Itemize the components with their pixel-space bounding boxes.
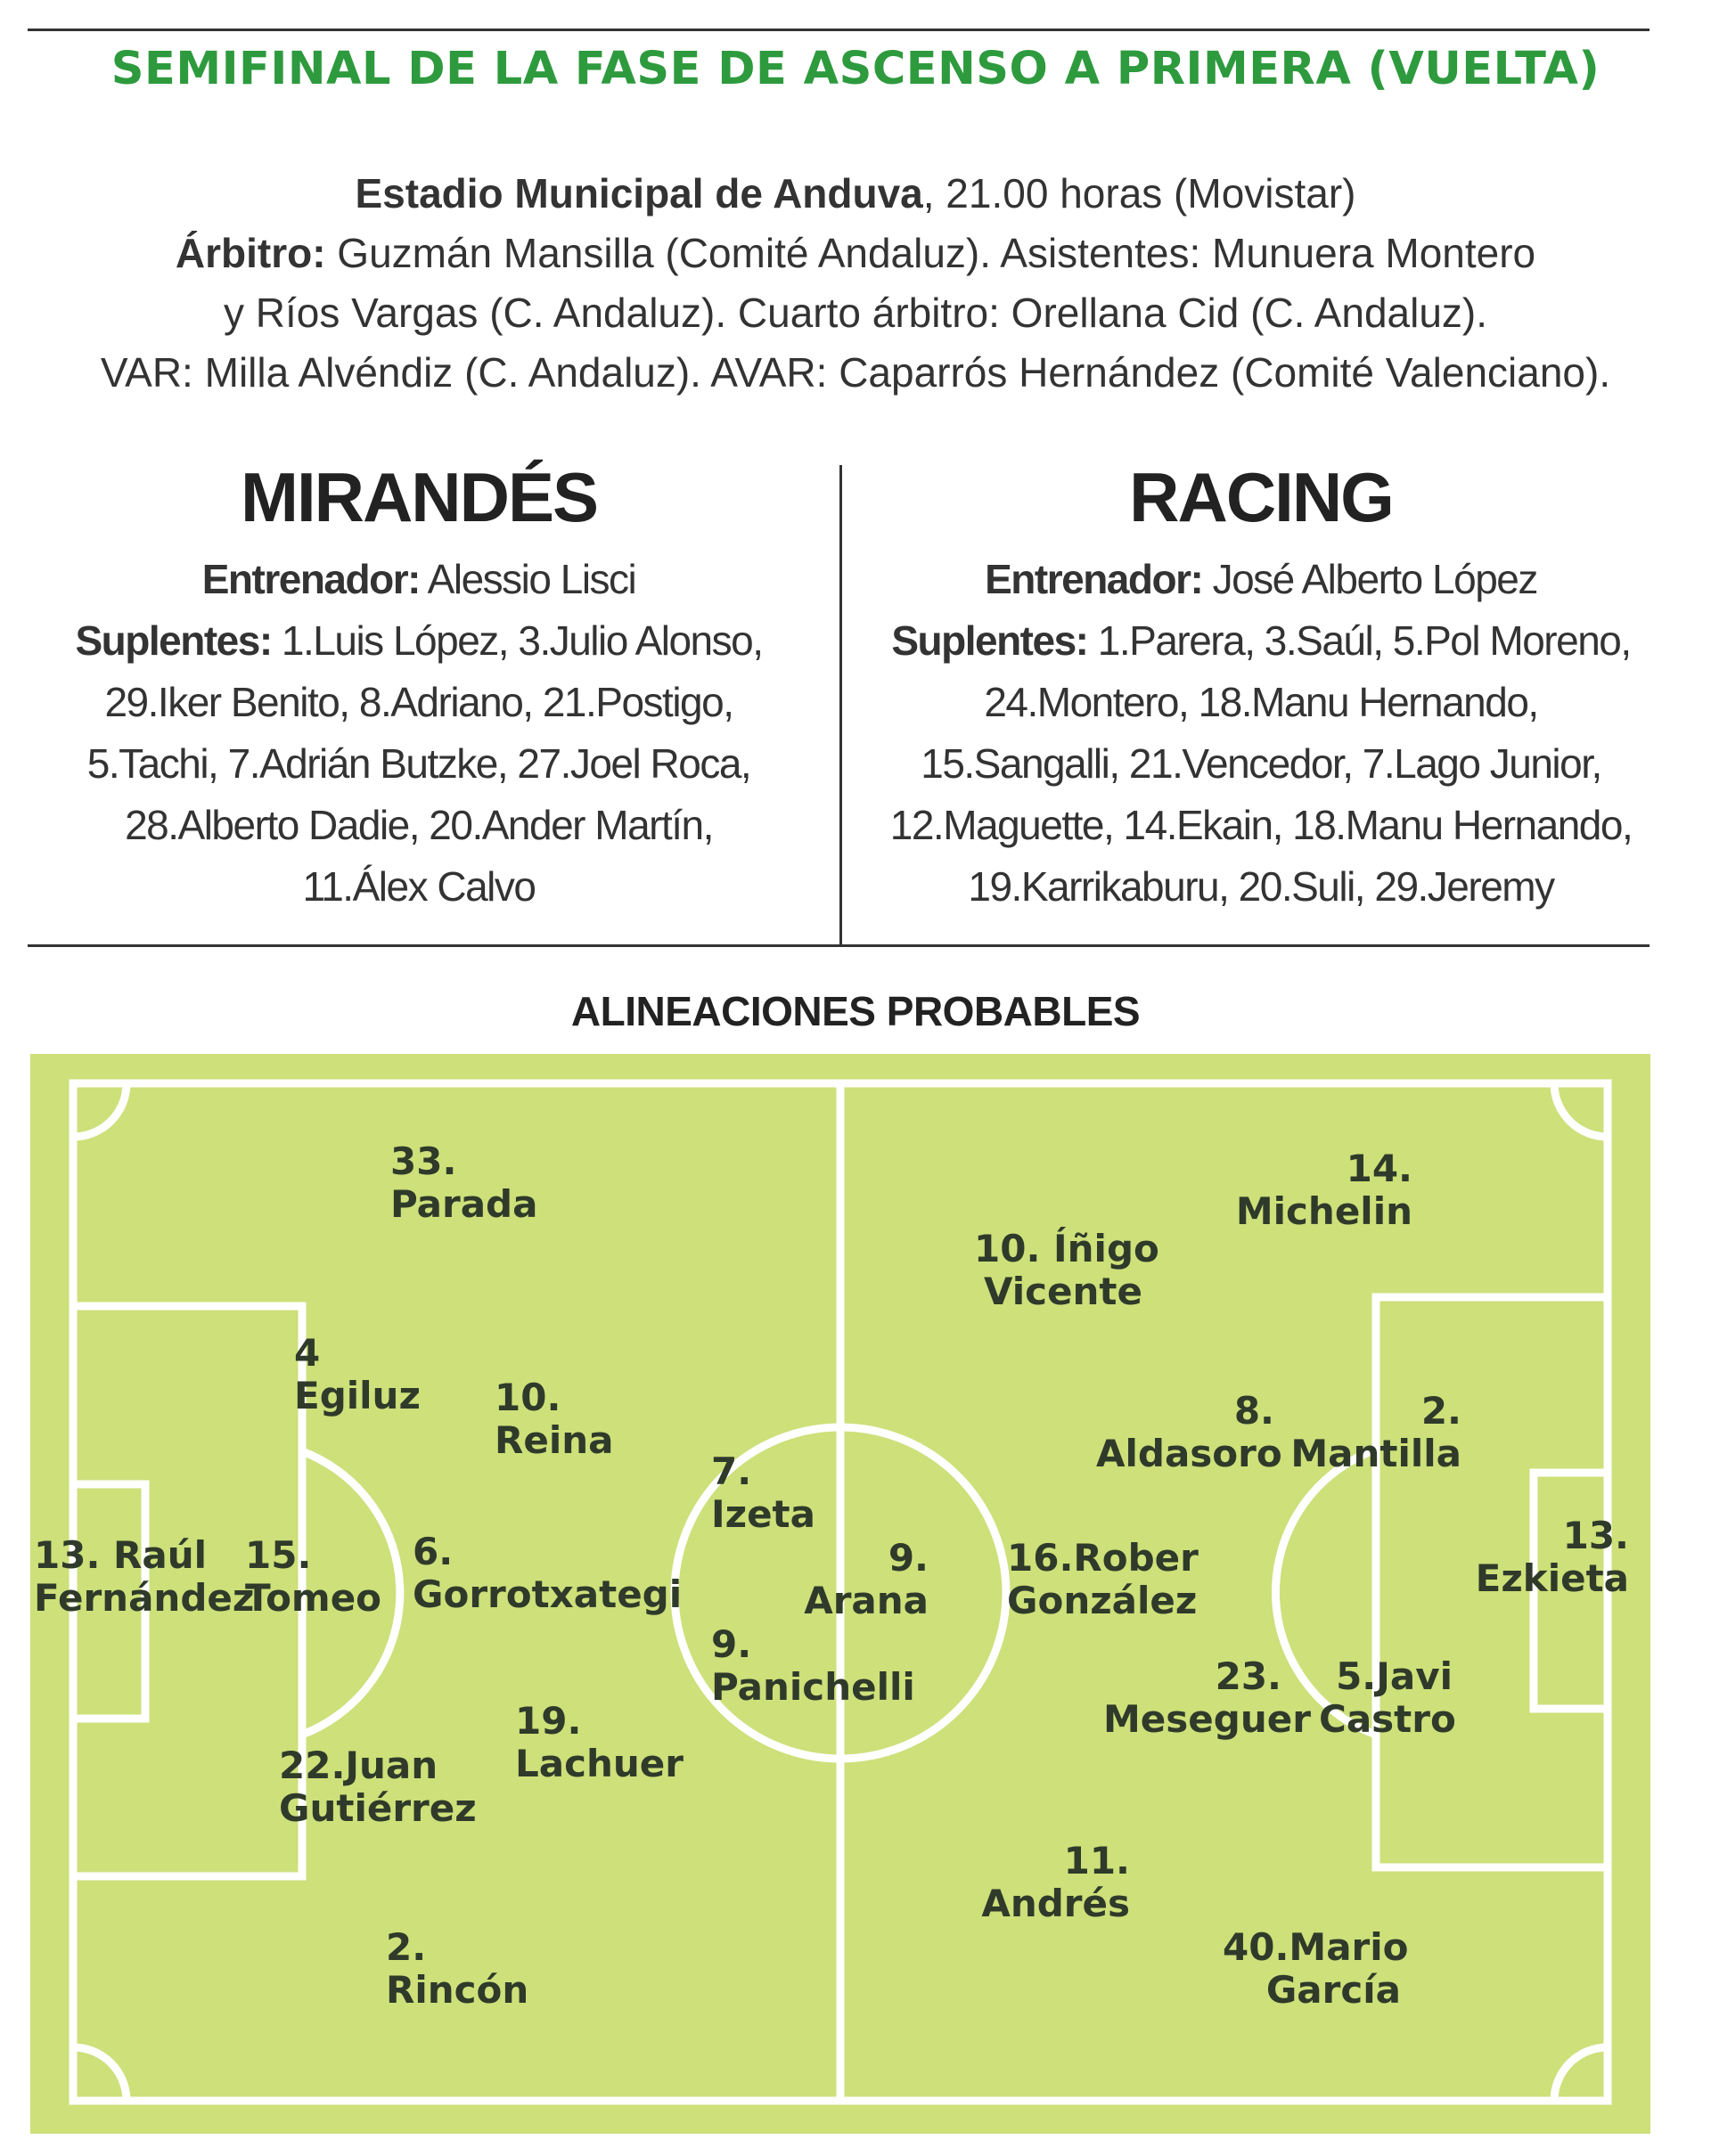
away-subs-label: Suplentes: [891,617,1088,664]
player-javi-castro [1319,1654,1456,1741]
player-tomeo [245,1534,381,1620]
match-info [0,164,1711,403]
player-inigo-vicente [974,1227,1159,1313]
home-coach-name: Alessio Lisci [419,556,636,602]
player-number: 6. [413,1530,454,1573]
player-name: Parada [390,1182,538,1226]
player-reina [495,1376,613,1462]
player-name: Rincón [386,1968,529,2012]
lineups-title: ALINEACIONES PROBABLES [570,988,1141,1034]
player-panichelli [711,1623,915,1709]
assistants-line: y Ríos Vargas (C. Andaluz). Cuarto árbitro: Orellana Cid (C. Andaluz). [223,290,1488,336]
player-number: 33. [390,1139,457,1183]
player-rober-gonzalez [1007,1537,1199,1622]
player-number: 22.Juan [279,1744,438,1787]
player-gorrotxategi [413,1531,682,1616]
player-raul-fernandez [34,1534,254,1620]
player-izeta [711,1450,815,1536]
home-team-block [0,458,838,918]
home-subs-label: Suplentes: [75,617,272,664]
player-number: 4 [294,1331,321,1375]
player-mantilla [1283,1390,1461,1475]
time-tv: , 21.00 horas (Movistar) [922,170,1356,216]
player-number: 9. [711,1622,752,1666]
player-name: García [1265,1968,1401,2012]
away-coach-name: José Alberto López [1202,556,1537,602]
player-name: Michelin [1235,1189,1412,1233]
var-line: VAR: Milla Alvéndiz (C. Andaluz). AVAR: Caparrós Hernández (Comité Valenciano). [100,349,1611,396]
away-subs-text: 1.Parera, 3.Saúl, 5.Pol Moreno, [1087,617,1631,664]
away-subs-row [842,610,1680,672]
player-aldasoro [1096,1389,1282,1475]
away-subs-row: 15.Sangalli, 21.Vencedor, 7.Lago Junior, [921,740,1601,787]
player-name: Aldasoro [1096,1432,1282,1475]
player-name: Panichelli [711,1665,915,1709]
away-team-name: RACING [1129,458,1393,536]
player-number: 5.Javi [1336,1654,1453,1698]
player-number: 13. [1562,1514,1629,1557]
player-name: Lachuer [515,1742,684,1785]
player-number: 10. [495,1376,561,1419]
home-subs-row: 29.Iker Benito, 8.Adriano, 21.Postigo, [104,679,733,725]
player-number: 2. [1420,1389,1461,1433]
player-number: 7. [711,1450,752,1493]
top-rule [28,29,1650,31]
home-subs-row: 28.Alberto Dadie, 20.Ander Martín, [125,802,713,848]
player-juan-gutierrez [279,1744,477,1830]
player-parada [390,1140,537,1226]
away-subs-row: 12.Maguette, 14.Ekain, 18.Manu Hernando, [889,802,1633,848]
player-name: Ezkieta [1475,1556,1629,1600]
home-subs-text: 1.Luis López, 3.Julio Alonso, [271,617,763,664]
home-coach [0,549,838,610]
away-subs-row: 19.Karrikaburu, 20.Suli, 29.Jeremy [968,863,1554,910]
player-name: Castro [1319,1697,1456,1741]
home-subs-row: 5.Tachi, 7.Adrián Butzke, 27.Joel Roca, [86,740,751,787]
stadium-name: Estadio Municipal de Anduva [355,170,923,216]
player-name: González [1007,1579,1198,1622]
player-name: Andrés [981,1882,1130,1925]
away-coach-label: Entrenador: [985,556,1203,602]
player-name: Gorrotxategi [413,1572,683,1616]
player-meseguer [1103,1654,1311,1741]
away-coach [842,549,1680,610]
home-team-name: MIRANDÉS [240,458,597,536]
player-name: Meseguer [1103,1697,1311,1741]
player-number: 8. [1233,1389,1274,1433]
player-number: 2. [386,1925,427,1969]
player-ezkieta [1451,1515,1629,1600]
player-number: 11. [1063,1839,1130,1882]
player-number: 10. Íñigo [974,1227,1159,1270]
player-number: 19. [515,1699,582,1743]
player-number: 13. Raúl [34,1533,208,1577]
home-subs-row [0,610,838,672]
player-name: Tomeo [245,1576,382,1620]
player-arana [768,1537,929,1622]
player-name: Izeta [711,1492,815,1536]
player-number: 23. [1215,1654,1281,1698]
player-name: Vicente [983,1270,1142,1313]
stadium-line [0,164,1711,224]
player-number: 15. [245,1533,312,1577]
player-number: 14. [1346,1147,1412,1190]
player-name: Reina [495,1418,614,1462]
player-lachuer [515,1700,684,1785]
player-name: Arana [804,1579,929,1622]
player-name: Fernández [34,1576,255,1620]
player-name: Gutiérrez [279,1786,477,1830]
player-number: 9. [888,1536,929,1580]
player-name: Mantilla [1290,1432,1461,1475]
player-andres [970,1840,1130,1925]
away-team-block [842,458,1680,918]
referee-text: Guzmán Mansilla (Comité Andaluz). Asistentes: Munuera Montero [325,230,1536,276]
player-mario-garcia [1223,1925,1409,2012]
player-michelin [1234,1147,1412,1233]
referee-label: Árbitro: [175,230,326,276]
player-egiluz [294,1332,421,1417]
page-title: SEMIFINAL DE LA FASE DE ASCENSO A PRIMERA (VUELTA) [111,43,1600,95]
player-rincon [386,1926,528,2012]
player-number: 40.Mario [1223,1925,1409,1969]
player-number: 16.Rober [1007,1536,1199,1580]
player-name: Egiluz [294,1374,421,1417]
referee-line [0,224,1711,283]
section-rule [28,944,1650,947]
home-subs-row: 11.Álex Calvo [302,863,536,910]
home-coach-label: Entrenador: [201,556,420,602]
away-subs-row: 24.Montero, 18.Manu Hernando, [984,679,1538,725]
